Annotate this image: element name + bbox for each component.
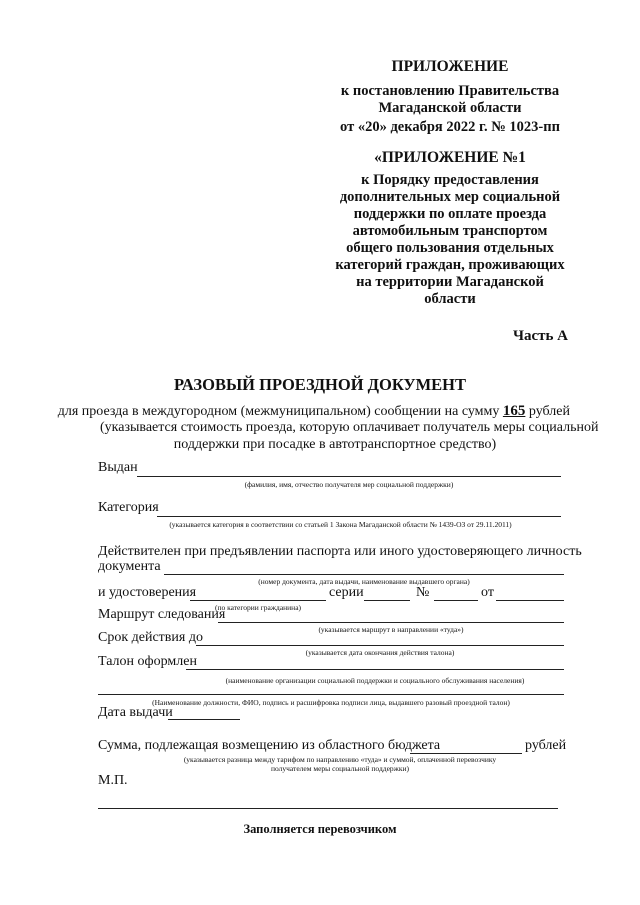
procedure-line-5: общего пользования отдельных: [346, 240, 554, 256]
reimburse-label: Сумма, подлежащая возмещению из областного бюджета: [98, 738, 441, 753]
procedure-line-7: на территории Магаданской: [356, 274, 544, 290]
reimburse-caption-1: (указывается разница между тарифом по направлению «туда» и суммой, оплаченной перевозчику: [183, 755, 497, 764]
issue-date-field[interactable]: [168, 719, 240, 720]
stamp-label: М.П.: [98, 773, 128, 788]
coupon-caption: (наименование организации социальной поддержки и социального обслуживания населения): [225, 676, 525, 685]
part-label: Часть А: [512, 328, 568, 344]
issued-label: Выдан: [98, 460, 138, 475]
issued-caption: (фамилия, имя, отчество получателя мер социальной поддержки): [244, 480, 454, 489]
reimburse-amount-field[interactable]: [410, 753, 522, 754]
procedure-line-3: поддержки по оплате проезда: [353, 206, 547, 222]
intro-suffix: рублей: [528, 404, 570, 419]
issue-date-label: Дата выдачи: [98, 705, 173, 720]
procedure-line-8: области: [424, 291, 476, 307]
official-caption: (Наименование должности, ФИО, подпись и расшифровка подписи лица, выдавшего разовый проездной талон): [152, 698, 510, 707]
official-field[interactable]: [98, 694, 564, 695]
validity-field[interactable]: [196, 645, 564, 646]
section-divider: [98, 808, 558, 809]
issued-field[interactable]: [137, 476, 561, 477]
intro-prefix: для проезда в междугородном (межмуниципальном) сообщении на сумму: [57, 404, 500, 419]
validity-caption: (указывается дата окончания действия талона): [305, 648, 455, 657]
route-label: Маршрут следования: [98, 607, 226, 622]
certificate-field[interactable]: [190, 600, 326, 601]
validity-label: Срок действия до: [98, 630, 203, 645]
route-caption: (указывается маршрут в направлении «туда»): [318, 625, 464, 634]
series-label: серии: [329, 585, 364, 600]
from-label: от: [481, 585, 494, 600]
coupon-label: Талон оформлен: [98, 654, 197, 669]
valid-line-1: Действителен при предъявлении паспорта или иного удостоверяющего личность: [98, 544, 582, 559]
coupon-field[interactable]: [186, 669, 564, 670]
procedure-line-4: автомобильным транспортом: [352, 223, 548, 239]
category-field[interactable]: [157, 516, 561, 517]
from-date-field[interactable]: [496, 600, 564, 601]
appendix-title: ПРИЛОЖЕНИЕ: [391, 58, 509, 75]
appendix-1-title: «ПРИЛОЖЕНИЕ №1: [374, 149, 526, 166]
document-caption: (номер документа, дата выдачи, наименование выдавшего органа): [258, 577, 470, 586]
fare-amount: 165: [502, 403, 526, 419]
procedure-line-1: к Порядку предоставления: [361, 172, 539, 188]
procedure-line-6: категорий граждан, проживающих: [335, 257, 565, 273]
resolution-date: от «20» декабря 2022 г. № 1023-пп: [340, 119, 560, 135]
procedure-line-2: дополнительных мер социальной: [339, 189, 561, 205]
intro-line: [58, 403, 570, 420]
reimburse-suffix: рублей: [525, 738, 567, 753]
category-label: Категория: [98, 500, 159, 515]
intro-note-2: поддержки при посадке в автотранспортное средство): [173, 437, 497, 452]
valid-line-2: документа: [98, 559, 161, 574]
category-caption: (указывается категория в соответствии со статьей 1 Закона Магаданской области № 1439-ОЗ от 29.11.2011): [169, 520, 512, 529]
document-field[interactable]: [164, 574, 564, 575]
certificate-label: и удостоверения: [98, 585, 197, 600]
document-title: РАЗОВЫЙ ПРОЕЗДНОЙ ДОКУМЕНТ: [173, 375, 467, 394]
certificate-caption: (по категории гражданина): [214, 603, 302, 612]
reimburse-caption-2: получателем меры социальной поддержки): [270, 764, 409, 773]
resolution-line-2: Магаданской области: [378, 100, 522, 116]
route-field[interactable]: [218, 622, 564, 623]
number-field[interactable]: [434, 600, 478, 601]
number-label: №: [416, 585, 430, 600]
resolution-line-1: к постановлению Правительства: [340, 83, 560, 99]
intro-note-1: (указывается стоимость проезда, которую оплачивает получатель меры социальной: [100, 420, 599, 435]
series-field[interactable]: [364, 600, 410, 601]
carrier-section-label: Заполняется перевозчиком: [243, 822, 397, 836]
